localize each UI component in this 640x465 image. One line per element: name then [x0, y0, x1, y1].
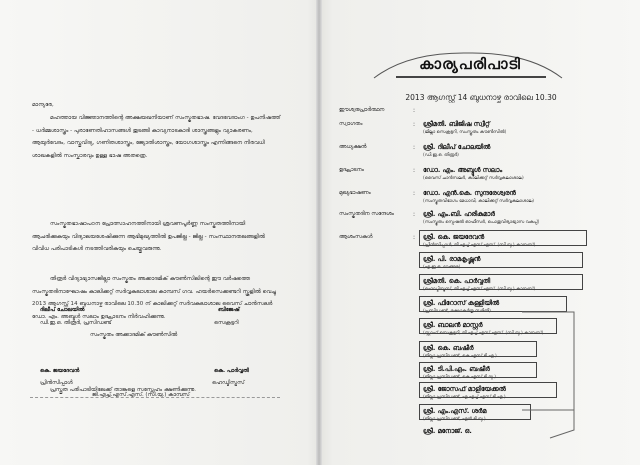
programme-role: സംസ്കൃതദിന സന്ദേശം	[339, 211, 394, 217]
programme-person-name: ശ്രീ. ദിലീപ് ചോലയിൽ	[423, 143, 491, 151]
programme-person-name: ഡോ. എം. അബ്ദുൾ സലാം	[423, 166, 503, 174]
programme-person-designation: (എ.ഇ.ഒ. വേങ്ങര)	[423, 265, 461, 270]
programme-role: ഉദ്ഘാടനം	[339, 167, 364, 173]
programme-person-name: ശ്രീ. ബാലൻ മാസ്റ്റർ	[423, 321, 483, 329]
invitation-letter-page	[0, 0, 315, 465]
signature-principal-role: പ്രിൻസിപ്പാൾ	[40, 380, 73, 386]
programme-person-name: ഡോ. എൻ.കെ. സുന്ദരേശ്വരൻ	[423, 189, 516, 197]
school-name: ജി.എച്ച്.എസ്.എസ്. (സി.യു.) കാമ്പസ്	[92, 392, 190, 398]
programme-person-designation: (ജില്ലാ പ്രസിഡണ്ട്, എൻ.ടി.യു.)	[423, 417, 486, 422]
signature-headmistress-role: ഹെഡ്മിസ്ട്രസ്	[212, 380, 245, 386]
programme-person-designation: (സ്റ്റാഫ് സെക്രട്ടറി, ജി.എച്ച്.എസ്.എസ്. (സി.യു.) കാമ്പസ്)	[423, 331, 544, 336]
programme-role: ഈശ്വരപ്രാർത്ഥന	[339, 107, 385, 113]
programme-person-designation: (ജില്ലാ പ്രസിഡണ്ട്, എ.എച്ച്.എസ്.ടി.എ.)	[423, 395, 506, 400]
decorative-arrow-icon	[520, 300, 576, 440]
separator: :	[413, 190, 416, 197]
programme-person-name: ശ്രീ. മനോജ്. ഒ.	[423, 427, 472, 435]
date-time-line: 2013 ആഗസ്റ്റ് 14 ബുധനാഴ്ച രാവിലെ 10.30	[405, 93, 557, 102]
separator: :	[413, 107, 416, 114]
signature-headmistress-name: കെ. പാർവ്വതി	[214, 368, 249, 374]
separator: :	[413, 144, 416, 151]
separator: :	[413, 234, 416, 241]
salutation: മാന്യരേ,	[32, 102, 54, 108]
signature-secretary-role: സെക്രട്ടറി	[214, 320, 239, 326]
programme-person-name: ശ്രീ. കെ. ബഷീർ	[423, 344, 474, 352]
paragraph-invitation: പ്രസ്തുത പരിപാടിയിലേക്ക് താങ്കളെ സസ്നേഹം ക്ഷണിക്കുന്നു.	[50, 387, 197, 393]
programme-person-name: ശ്രീ. ഫിറോസ് കള്ളിയിൽ	[423, 299, 499, 307]
separator: :	[413, 211, 416, 218]
separator: :	[413, 121, 416, 128]
programme-role: അധ്യക്ഷൻ	[339, 144, 367, 150]
programme-person-name: ശ്രീ. ടി.പി.എം. ബഷീർ	[423, 365, 490, 373]
programme-person-name: ശ്രീ. എം.എസ്. ശർമ	[423, 407, 487, 415]
programme-role: മുഖ്യഭാഷണം	[339, 190, 371, 196]
programme-title-text: കാര്യപരിപാടി	[419, 55, 521, 73]
programme-person-name: ശ്രീ. പി. രാമകൃഷ്ണൻ	[423, 255, 481, 263]
programme-person-designation: (ജില്ലാ പ്രസിഡണ്ട്, കെ.എസ്.ടി.എ.)	[423, 354, 497, 359]
signature-principal-name: കെ. ജയദേവൻ	[40, 368, 80, 374]
signature-president-role: ഡി.ഇ.ഒ. തിരൂർ, പ്രസിഡണ്ട്	[40, 320, 112, 326]
programme-person-designation: (ജില്ലാ പ്രസിഡണ്ട്, കെ.എസ്.ടി.യു.)	[423, 375, 496, 380]
programme-person-name: ശ്രീ. ജോസഫ് മാളിയേക്കൽ	[423, 385, 506, 393]
paragraph-programs: സംസ്കൃതഭാഷാപഠന പ്രോത്സാഹനത്തിനായി ശ്രവണപൂർണ്ണ സംസ്കൃതത്തിനായി ആചരിക്കുകയും വിദ്യാലയശേഷിക്കുന്ന ആഭിമുഖ്യത്തിൽ ഉപജില്ല - ജില്ല - സംസ്ഥാനതലങ്ങളിൽ വിവിധ പരിപാടികൾ നടത്തിവരികയും ചെയ്തുവരുന്നു.	[32, 221, 265, 253]
programme-person-designation: (പ്രിൻസിപ്പാൾ, ജി.എച്ച്.എസ്.എസ്. (സി.യു.) കാമ്പസ്)	[423, 243, 536, 248]
programme-role: ആശംസകൾ	[339, 234, 373, 240]
title-underline	[396, 76, 546, 78]
programme-person-designation: (സംസ്കൃതം സ്പെഷൽ ഓഫീസർ, പൊതുവിദ്യാഭ്യാസ വകുപ്പ്)	[423, 220, 540, 225]
page-fold	[316, 0, 322, 465]
organisation-name: സംസ്കൃതം അക്കാദമിക് കൗൺസിൽ	[90, 332, 178, 338]
paragraph-event-details: തിരൂർ വിദ്യാഭ്യാസജില്ലാ സംസ്കൃതം അക്കാദമിക് കൗൺസിലിന്റെ ഈ വർഷത്തെ സംസ്കൃതദിനാഘോഷം കാലിക്കറ്റ് സർവ്വകലാശാല കാമ്പസ് ഗവ. ഹയർസെക്കണ്ടറി സ്കൂളിൽ വെച്ചു 2013 ആഗസ്റ്റ് 14 ബുധനാഴ്ച രാവിലെ 10.30 ന് കാലിക്കറ്റ് സർവകലാശാല വൈസ് ചാൻസലർ ഡോ. എം. അബ്ദുൾ സലാം ഉദ്ഘാടനം നിർവഹിക്കുന്നു.	[32, 276, 276, 320]
programme-person-designation: (സംസ്കൃതവിഭാഗം മേധാവി, കാലിക്കറ്റ് സർവ്വകലാശാല)	[423, 199, 535, 204]
programme-person-designation: (വൈസ് ചാൻസലർ, കാലിക്കറ്റ് സർവ്വകലാശാല)	[423, 176, 524, 181]
programme-person-name: ശ്രീ. കെ. ജയദേവൻ	[423, 233, 485, 241]
programme-person-name: ശ്രീ. എം.ബി. ഹരികുമാർ	[423, 210, 495, 218]
footer-divider	[30, 397, 280, 398]
programme-person-name: ശ്രീമതി. കെ. പാർവ്വതി	[423, 277, 491, 285]
signature-president-name: ദിലീപ് ചോലയിൽ	[40, 307, 85, 313]
programme-title	[382, 55, 558, 75]
signature-secretary-name: ബിജേഷ്	[218, 307, 240, 313]
separator: :	[413, 167, 416, 174]
programme-person-name: ശ്രീമതി. ബിജിഷ സ്വീറ്റ്	[423, 120, 490, 128]
programme-role: സ്വാഗതം	[339, 121, 363, 127]
programme-person-designation: (പ്രസിഡണ്ട്, രക്ഷാകർതൃ സമിതി)	[423, 309, 491, 314]
programme-person-designation: (ജില്ലാ സെക്രട്ടറി, സംസ്കൃതം കൗൺസിൽ)	[423, 130, 507, 135]
paragraph-intro: മഹത്തായ വിജ്ഞാനത്തിന്റെ അക്ഷയഖനിയാണ് സംസ്കൃതഭാഷ. വേദവേദാംഗ - ഉപനിഷത്ത് - ധർമ്മശാസ്ത്രം - പുരാണേതിഹാസങ്ങൾ തുടങ്ങി കാവ്യനാടകാദി ശാസ്ത്രങ്ങളും വ്യാകരണം, ആയുർവേദം, വാസ്തുവിദ്യ, ഗണിതശാസ്ത്രം, ജ്യോതിശാസ്ത്രം, യോഗശാസ്ത്രം എന്നിങ്ങനെ നിരവധി ശാഖകളിൽ സംസ്കാരവും ഉള്ള ഭാഷ അതത്രെ.	[32, 115, 281, 159]
programme-person-designation: (ഡി.ഇ.ഒ. തിരൂർ)	[423, 153, 459, 158]
programme-person-designation: (ഹെഡ്മിസ്ട്രസ്, ജി.എച്ച്.എസ്.എസ്. (സി.യു.) കാമ്പസ്)	[423, 287, 536, 292]
